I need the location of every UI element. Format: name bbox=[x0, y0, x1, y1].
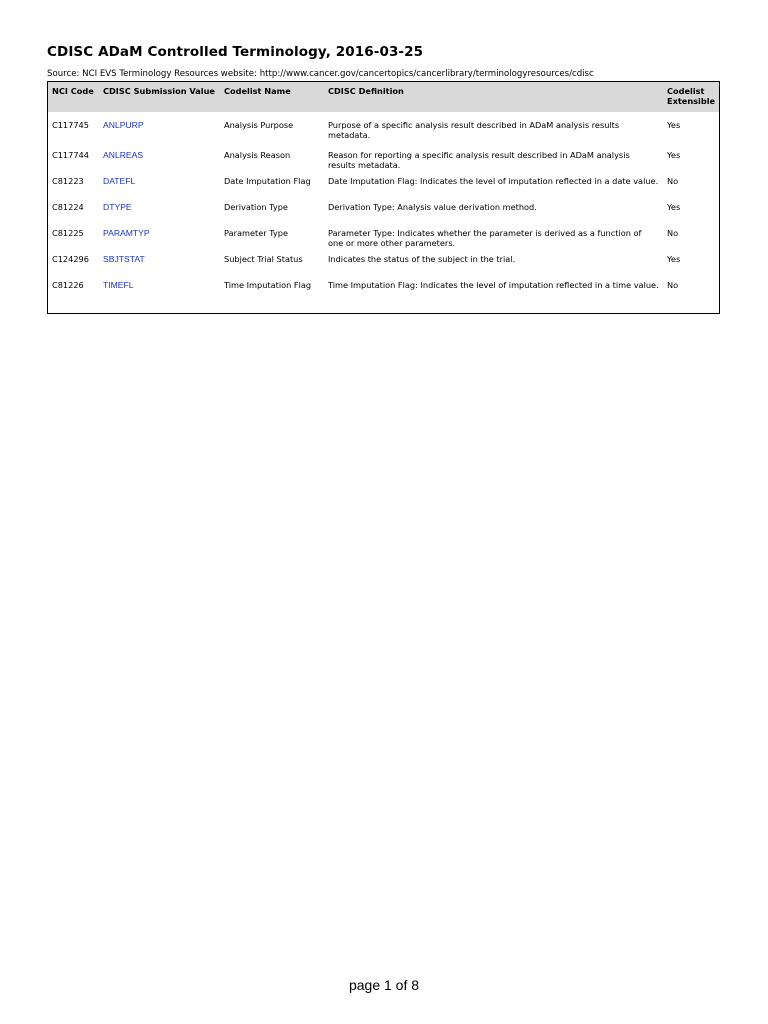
nci-code-cell: C124296 bbox=[52, 254, 89, 264]
submission-value-link[interactable]: TIMEFL bbox=[103, 280, 134, 290]
submission-value-cell bbox=[99, 249, 220, 275]
nci-code-cell: C81223 bbox=[52, 176, 84, 186]
submission-value-link[interactable]: SBJTSTAT bbox=[103, 254, 145, 264]
extensible-cell: No bbox=[667, 176, 679, 186]
submission-value-link[interactable]: DTYPE bbox=[103, 202, 132, 212]
nci-code-cell: C81226 bbox=[52, 280, 84, 290]
nci-code-cell: C117745 bbox=[52, 120, 89, 130]
header-submission-value: CDISC Submission Value bbox=[99, 82, 220, 113]
nci-code-cell: C81224 bbox=[52, 202, 84, 212]
submission-value-link[interactable]: ANLPURP bbox=[103, 120, 144, 130]
table-row bbox=[48, 249, 719, 275]
submission-value-cell bbox=[99, 223, 220, 249]
definition-cell: Date Imputation Flag: Indicates the level of imputation reflected in a date value. bbox=[328, 176, 659, 186]
table-row bbox=[48, 223, 719, 249]
extensible-cell: No bbox=[667, 228, 679, 238]
codelist-name-cell: Parameter Type bbox=[224, 228, 289, 238]
submission-value-link[interactable]: ANLREAS bbox=[103, 150, 144, 160]
extensible-cell: Yes bbox=[667, 254, 681, 264]
table-row bbox=[48, 145, 719, 171]
codelist-name-cell: Date Imputation Flag bbox=[224, 176, 311, 186]
page-number: page 1 of 8 bbox=[348, 977, 420, 993]
codelist-name-cell: Derivation Type bbox=[224, 202, 288, 212]
table-header-row bbox=[48, 82, 719, 113]
codelist-name-cell: Time Imputation Flag bbox=[224, 280, 312, 290]
submission-value-cell bbox=[99, 197, 220, 223]
header-nci-code: NCI Code bbox=[48, 82, 99, 113]
header-codelist-name: Codelist Name bbox=[220, 82, 324, 113]
extensible-cell: Yes bbox=[667, 150, 681, 160]
extensible-cell: No bbox=[667, 280, 679, 290]
submission-value-cell bbox=[99, 113, 220, 145]
terminology-table bbox=[48, 82, 719, 301]
submission-value-link[interactable]: PARAMTYP bbox=[103, 228, 150, 238]
codelist-name-cell: Analysis Reason bbox=[224, 150, 291, 160]
definition-cell: Time Imputation Flag: Indicates the level of imputation reflected in a time value. bbox=[328, 280, 659, 290]
codelist-name-cell: Analysis Purpose bbox=[224, 120, 294, 130]
nci-code-cell: C81225 bbox=[52, 228, 84, 238]
document-title: CDISC ADaM Controlled Terminology, 2016-03-25 bbox=[47, 44, 424, 60]
table-row bbox=[48, 113, 719, 145]
definition-cell: Indicates the status of the subject in the trial. bbox=[328, 254, 516, 264]
submission-value-link[interactable]: DATEFL bbox=[103, 176, 136, 186]
table-row bbox=[48, 197, 719, 223]
submission-value-cell bbox=[99, 275, 220, 301]
codelist-name-cell: Subject Trial Status bbox=[224, 254, 303, 264]
definition-cell: Purpose of a specific analysis result described in ADaM analysis results metadata. bbox=[328, 120, 620, 140]
header-extensible: Codelist Extensible bbox=[663, 82, 719, 113]
extensible-cell: Yes bbox=[667, 120, 681, 130]
header-definition: CDISC Definition bbox=[324, 82, 663, 113]
definition-cell: Parameter Type: Indicates whether the parameter is derived as a function of one or more other parameters. bbox=[328, 228, 642, 248]
definition-cell: Reason for reporting a specific analysis result described in ADaM analysis results metadata. bbox=[328, 150, 630, 170]
definition-cell: Derivation Type: Analysis value derivation method. bbox=[328, 202, 537, 212]
source-line: Source: NCI EVS Terminology Resources website: http://www.cancer.gov/cancertopics/cancerlibrary/terminologyresources/cdisc bbox=[47, 69, 594, 79]
table-row bbox=[48, 275, 719, 301]
terminology-table-container bbox=[47, 81, 720, 314]
table-row bbox=[48, 171, 719, 197]
nci-code-cell: C117744 bbox=[52, 150, 89, 160]
extensible-cell: Yes bbox=[667, 202, 681, 212]
submission-value-cell bbox=[99, 171, 220, 197]
submission-value-cell bbox=[99, 145, 220, 171]
